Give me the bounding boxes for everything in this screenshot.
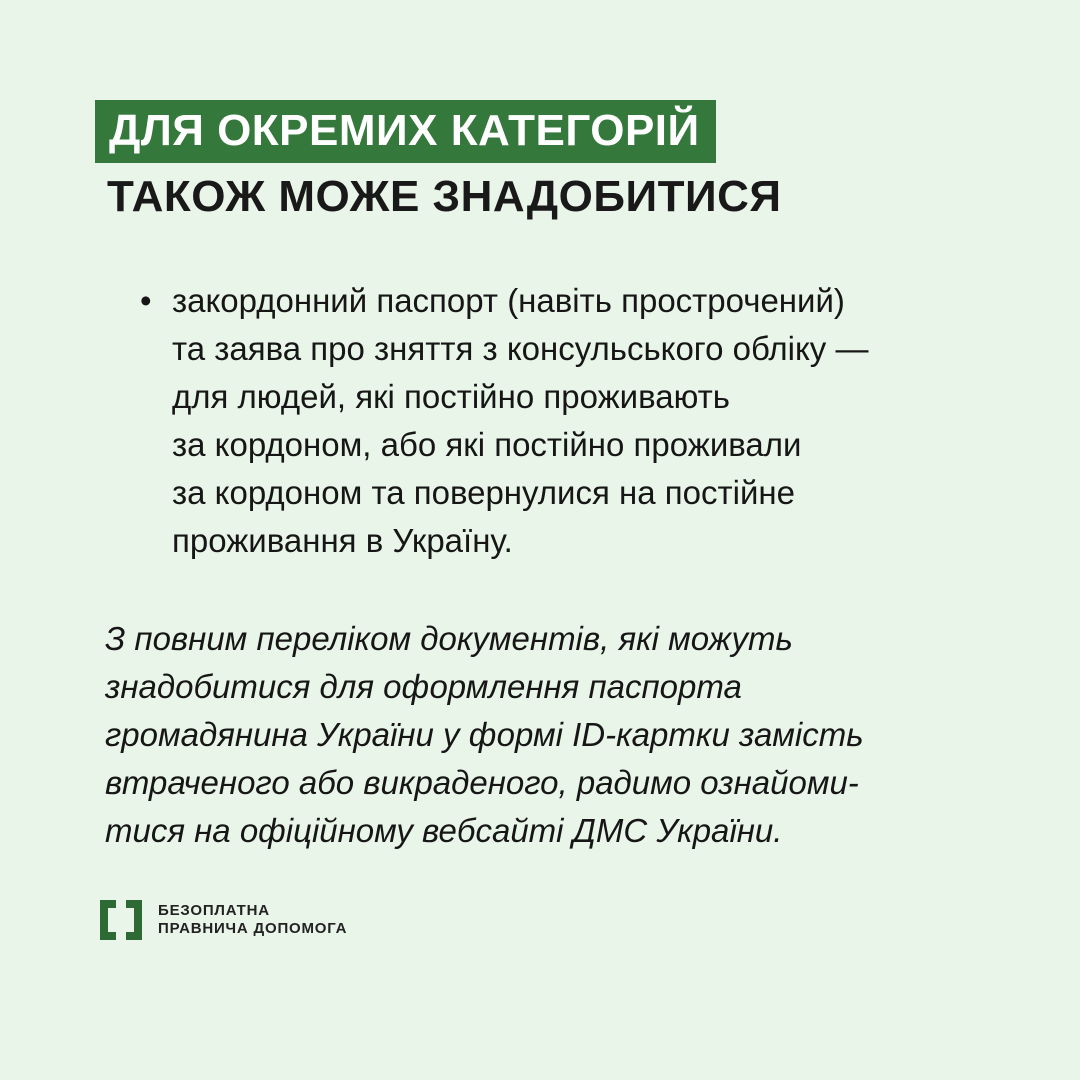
- brand-name: [158, 902, 347, 938]
- bullet-line: закордонний паспорт (навіть прострочений): [172, 282, 845, 320]
- left-bracket-icon: [100, 900, 116, 940]
- bullet-text: [172, 277, 868, 565]
- bullet-line: за кордоном, або які постійно проживали: [172, 426, 802, 464]
- bullet-line: за кордоном та повернулися на постійне: [172, 474, 795, 512]
- bullet-line: для людей, які постійно проживають: [172, 378, 730, 416]
- brand-line-2: ПРАВНИЧА ДОПОМОГА: [158, 920, 348, 937]
- bullet-marker: •: [140, 282, 152, 320]
- title-highlighted-line: ДЛЯ ОКРЕМИХ КАТЕГОРІЙ: [95, 100, 716, 163]
- note-line: З повним переліком документів, які можуть: [105, 620, 793, 658]
- note-line: знадобитися для оформлення паспорта: [105, 668, 742, 706]
- bullet-line: та заява про зняття з консульського обліку —: [172, 330, 869, 368]
- footer-logo: [100, 900, 347, 940]
- note-paragraph: [105, 615, 1000, 855]
- title-second-line: ТАКОЖ МОЖЕ ЗНАДОБИТИСЯ: [107, 172, 782, 221]
- right-bracket-icon: [126, 900, 142, 940]
- bullet-line: проживання в Україну.: [172, 522, 513, 560]
- note-line: громадянина України у формі ID-картки замість: [105, 716, 864, 754]
- brackets-icon: [100, 900, 142, 940]
- bullet-item: [140, 277, 1000, 565]
- page-title: [95, 100, 1000, 221]
- note-line: тися на офіційному вебсайті ДМС України.: [105, 812, 783, 850]
- brand-line-1: БЕЗОПЛАТНА: [158, 902, 270, 919]
- note-line: втраченого або викраденого, радимо ознайоми-: [105, 764, 859, 802]
